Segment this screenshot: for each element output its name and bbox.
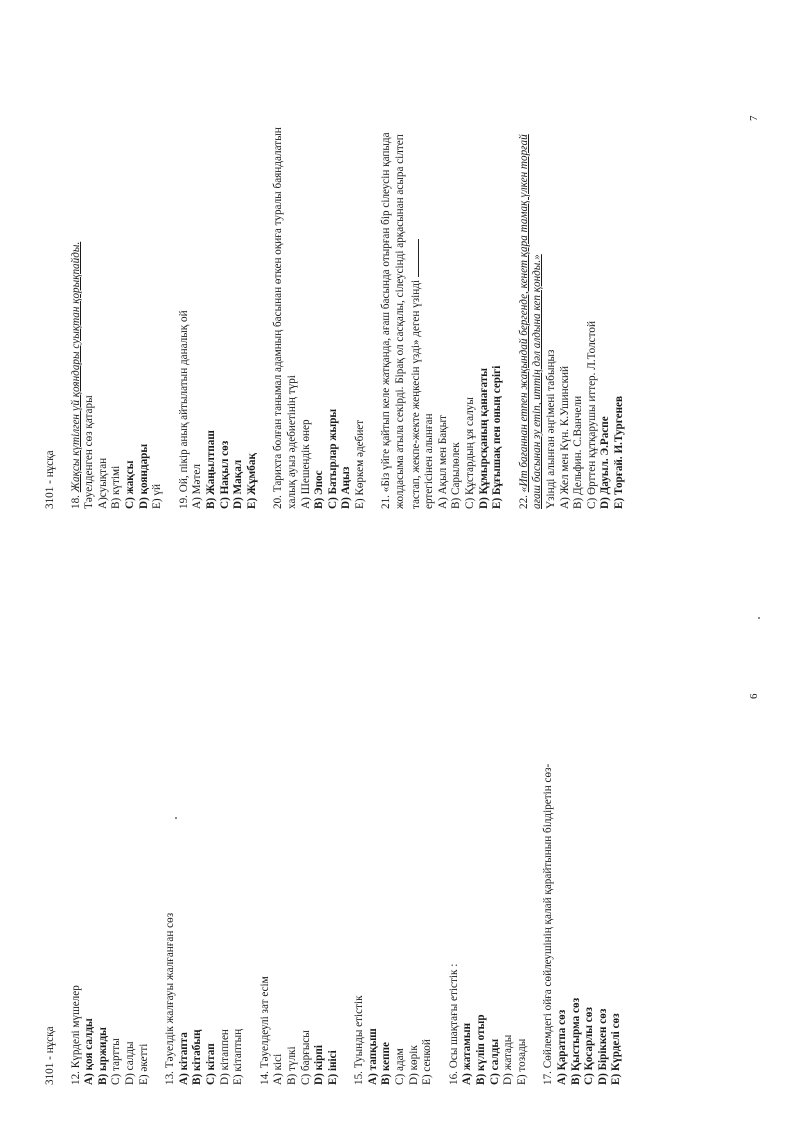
question-stem: 16. Осы шақтағы етістік :: [447, 963, 460, 1085]
answer-option: B) күліп отыр: [475, 1014, 488, 1085]
left-page-header: 3101 - нұсқа: [44, 1026, 56, 1085]
question-stem: [380, 109, 423, 509]
question-17: [542, 705, 624, 1085]
question-12: [70, 705, 152, 1085]
right-page-column: [44, 109, 640, 509]
question-stem: 15. Туынды етістік: [353, 995, 366, 1085]
question-15: [353, 705, 435, 1085]
underlined-sentence: Жақсы күтілген үй қояндары суықтан қорықпайды.: [69, 241, 82, 493]
question-stem: [70, 109, 84, 509]
right-page-header: 3101 - нұсқа: [44, 450, 56, 509]
answer-option: B) кітабың: [191, 1029, 204, 1085]
answer-option: E) әкетті: [137, 1043, 150, 1085]
answer-blank: [408, 239, 419, 277]
answer-option: E) тозады: [515, 1038, 528, 1085]
answer-option: D) салды: [123, 1041, 136, 1085]
answer-option: D) Біріккен сөз: [596, 1008, 609, 1085]
answer-option: A) тапқыш: [366, 1028, 379, 1085]
answer-option: C) жақсы: [123, 460, 136, 509]
answer-option: D) көрік: [407, 1045, 420, 1085]
answer-option: D) Мақал: [232, 459, 245, 509]
question-20: [272, 109, 367, 509]
answer-option: D) кірпі: [313, 1045, 326, 1085]
answer-option: D) Құмырсқаның қанағаты: [477, 367, 490, 509]
answer-option: E) Торғай. И.Тургенев: [612, 395, 625, 509]
answer-option: A) Мәтел: [191, 464, 204, 509]
answer-option: A) қоя салды: [83, 1018, 96, 1085]
answer-option: D) Дауыл. Э.Распе: [599, 416, 612, 509]
answer-option: B) күтімі: [110, 465, 123, 509]
answer-option: D) қояндары: [137, 443, 150, 509]
question-18: [70, 109, 165, 509]
answer-option: C) тартты: [110, 1038, 123, 1085]
answer-option: B) Жаңылтпаш: [204, 430, 217, 509]
answer-option: B) түлкі: [285, 1046, 298, 1085]
answer-option: A) Ақыл мен Бақыт: [436, 414, 449, 509]
answer-option: C) Нақыл сөз: [218, 440, 231, 509]
answer-option: E) сенкой: [421, 1039, 434, 1085]
answer-option: A) Қаратпа сөз: [556, 1009, 568, 1085]
answer-option: B) Дельфин. С.Ванчели: [572, 395, 585, 509]
answer-option: C) Қосарлы сөз: [583, 1007, 596, 1085]
answer-option: B) Сарылөлек: [450, 442, 463, 509]
answer-option: B) Қыстырма сөз: [569, 997, 582, 1085]
question-stem: [518, 109, 545, 509]
question-21: [380, 109, 504, 509]
answer-option: A) Жел мен Күн. К.Ушинский: [558, 365, 571, 509]
question-stem: 20. Тарихта болған танымал адамның басынан өткен оқиға туралы баяндалатын халық ауыз әдебиетінің түрі: [272, 127, 298, 509]
quoted-passage: 21. «Біз үйге қайтып келе жатқанда, ағаш басында отырған бір сілеусін қапыда жолдасыма атыла секірді. Бірақ ол сасқалы, сілеусінді арқасынан асыра сілтеп тастап, жекпе-жекте жеңкесін үзді» деген үзінді: [380, 132, 422, 509]
answer-option: E) кітаптың: [232, 1028, 245, 1085]
left-page-column: [44, 705, 637, 1085]
answer-option: C) барғысы: [299, 1030, 312, 1085]
answer-option: C) Құстардың ұя салуы: [464, 397, 477, 509]
answer-option: B) ыржиды: [96, 1027, 109, 1085]
answer-option: D) жатады: [502, 1034, 515, 1085]
page-number-left: 6: [748, 693, 760, 699]
question-number: 18.: [69, 495, 82, 509]
answer-option: C) салды: [488, 1038, 501, 1085]
answer-option: D) кітаппен: [218, 1029, 231, 1085]
answer-option: A) кісі: [272, 1053, 285, 1085]
answer-option: D) Аңыз: [340, 466, 353, 509]
answer-option: B) Эпос: [313, 470, 326, 509]
question-16: [448, 705, 530, 1085]
question-stem: 19. Ой, пікір анық айтылатын даналық ой: [177, 310, 190, 509]
question-stem: 12. Күрделі мүшелер: [69, 985, 82, 1085]
question-stem: 17. Сөйлемдегі ойға сөйлеушінің қалай қарайтынын білдіретін сөз-: [542, 763, 555, 1085]
answer-option: E) Көркем әдебиет: [353, 419, 366, 509]
answer-option: C) Батырлар жыры: [326, 408, 339, 509]
question-stem-continuation: ертегісінен алынған: [423, 413, 436, 509]
underlined-passage: «Ит бағаннан етпен жақындай бергенде, кенет қара тамақ үлкен торғай ағаш басынан зу етіп, иттің дәл алдына кеп қонды.»: [517, 134, 544, 509]
question-22: [518, 109, 627, 509]
question-subprompt: Тәуелденген сөз қатары: [83, 395, 96, 509]
question-14: [259, 705, 341, 1085]
question-number: 22.: [517, 495, 530, 509]
answer-option: C) Өрттен құтқарушы иттер. Л.Толстой: [585, 321, 598, 509]
answer-option: A)суықтан: [96, 457, 109, 509]
answer-option: E) Жұмбақ: [245, 453, 258, 509]
question-13: [164, 705, 246, 1085]
answer-option: A) кітапта: [177, 1032, 190, 1085]
answer-option: B) кеппе: [380, 1042, 393, 1085]
answer-option: E) інісі: [326, 1050, 339, 1085]
scan-speck: [175, 817, 177, 819]
answer-option: A) Шешендік өнер: [299, 419, 312, 509]
question-stem: 13. Тәуелдік жалғауы жалғанған сөз: [164, 912, 177, 1085]
question-19: [178, 109, 260, 509]
answer-option: C) адам: [394, 1048, 407, 1085]
answer-option: E) Күрделі сөз: [610, 1013, 623, 1085]
question-stem: 14. Тәуелдеулі зат есім: [258, 976, 271, 1085]
scan-speck: [758, 617, 760, 619]
answer-option: E) Бұғышақ пен оның серігі: [491, 365, 504, 509]
answer-option: E) үй: [151, 484, 164, 509]
page-number-right: 7: [748, 115, 760, 121]
answer-option: C) кітап: [204, 1043, 217, 1085]
answer-option: A) жатамын: [461, 1022, 474, 1085]
question-subprompt: Үзінді алынған әңгімені табыңыз: [545, 349, 557, 509]
